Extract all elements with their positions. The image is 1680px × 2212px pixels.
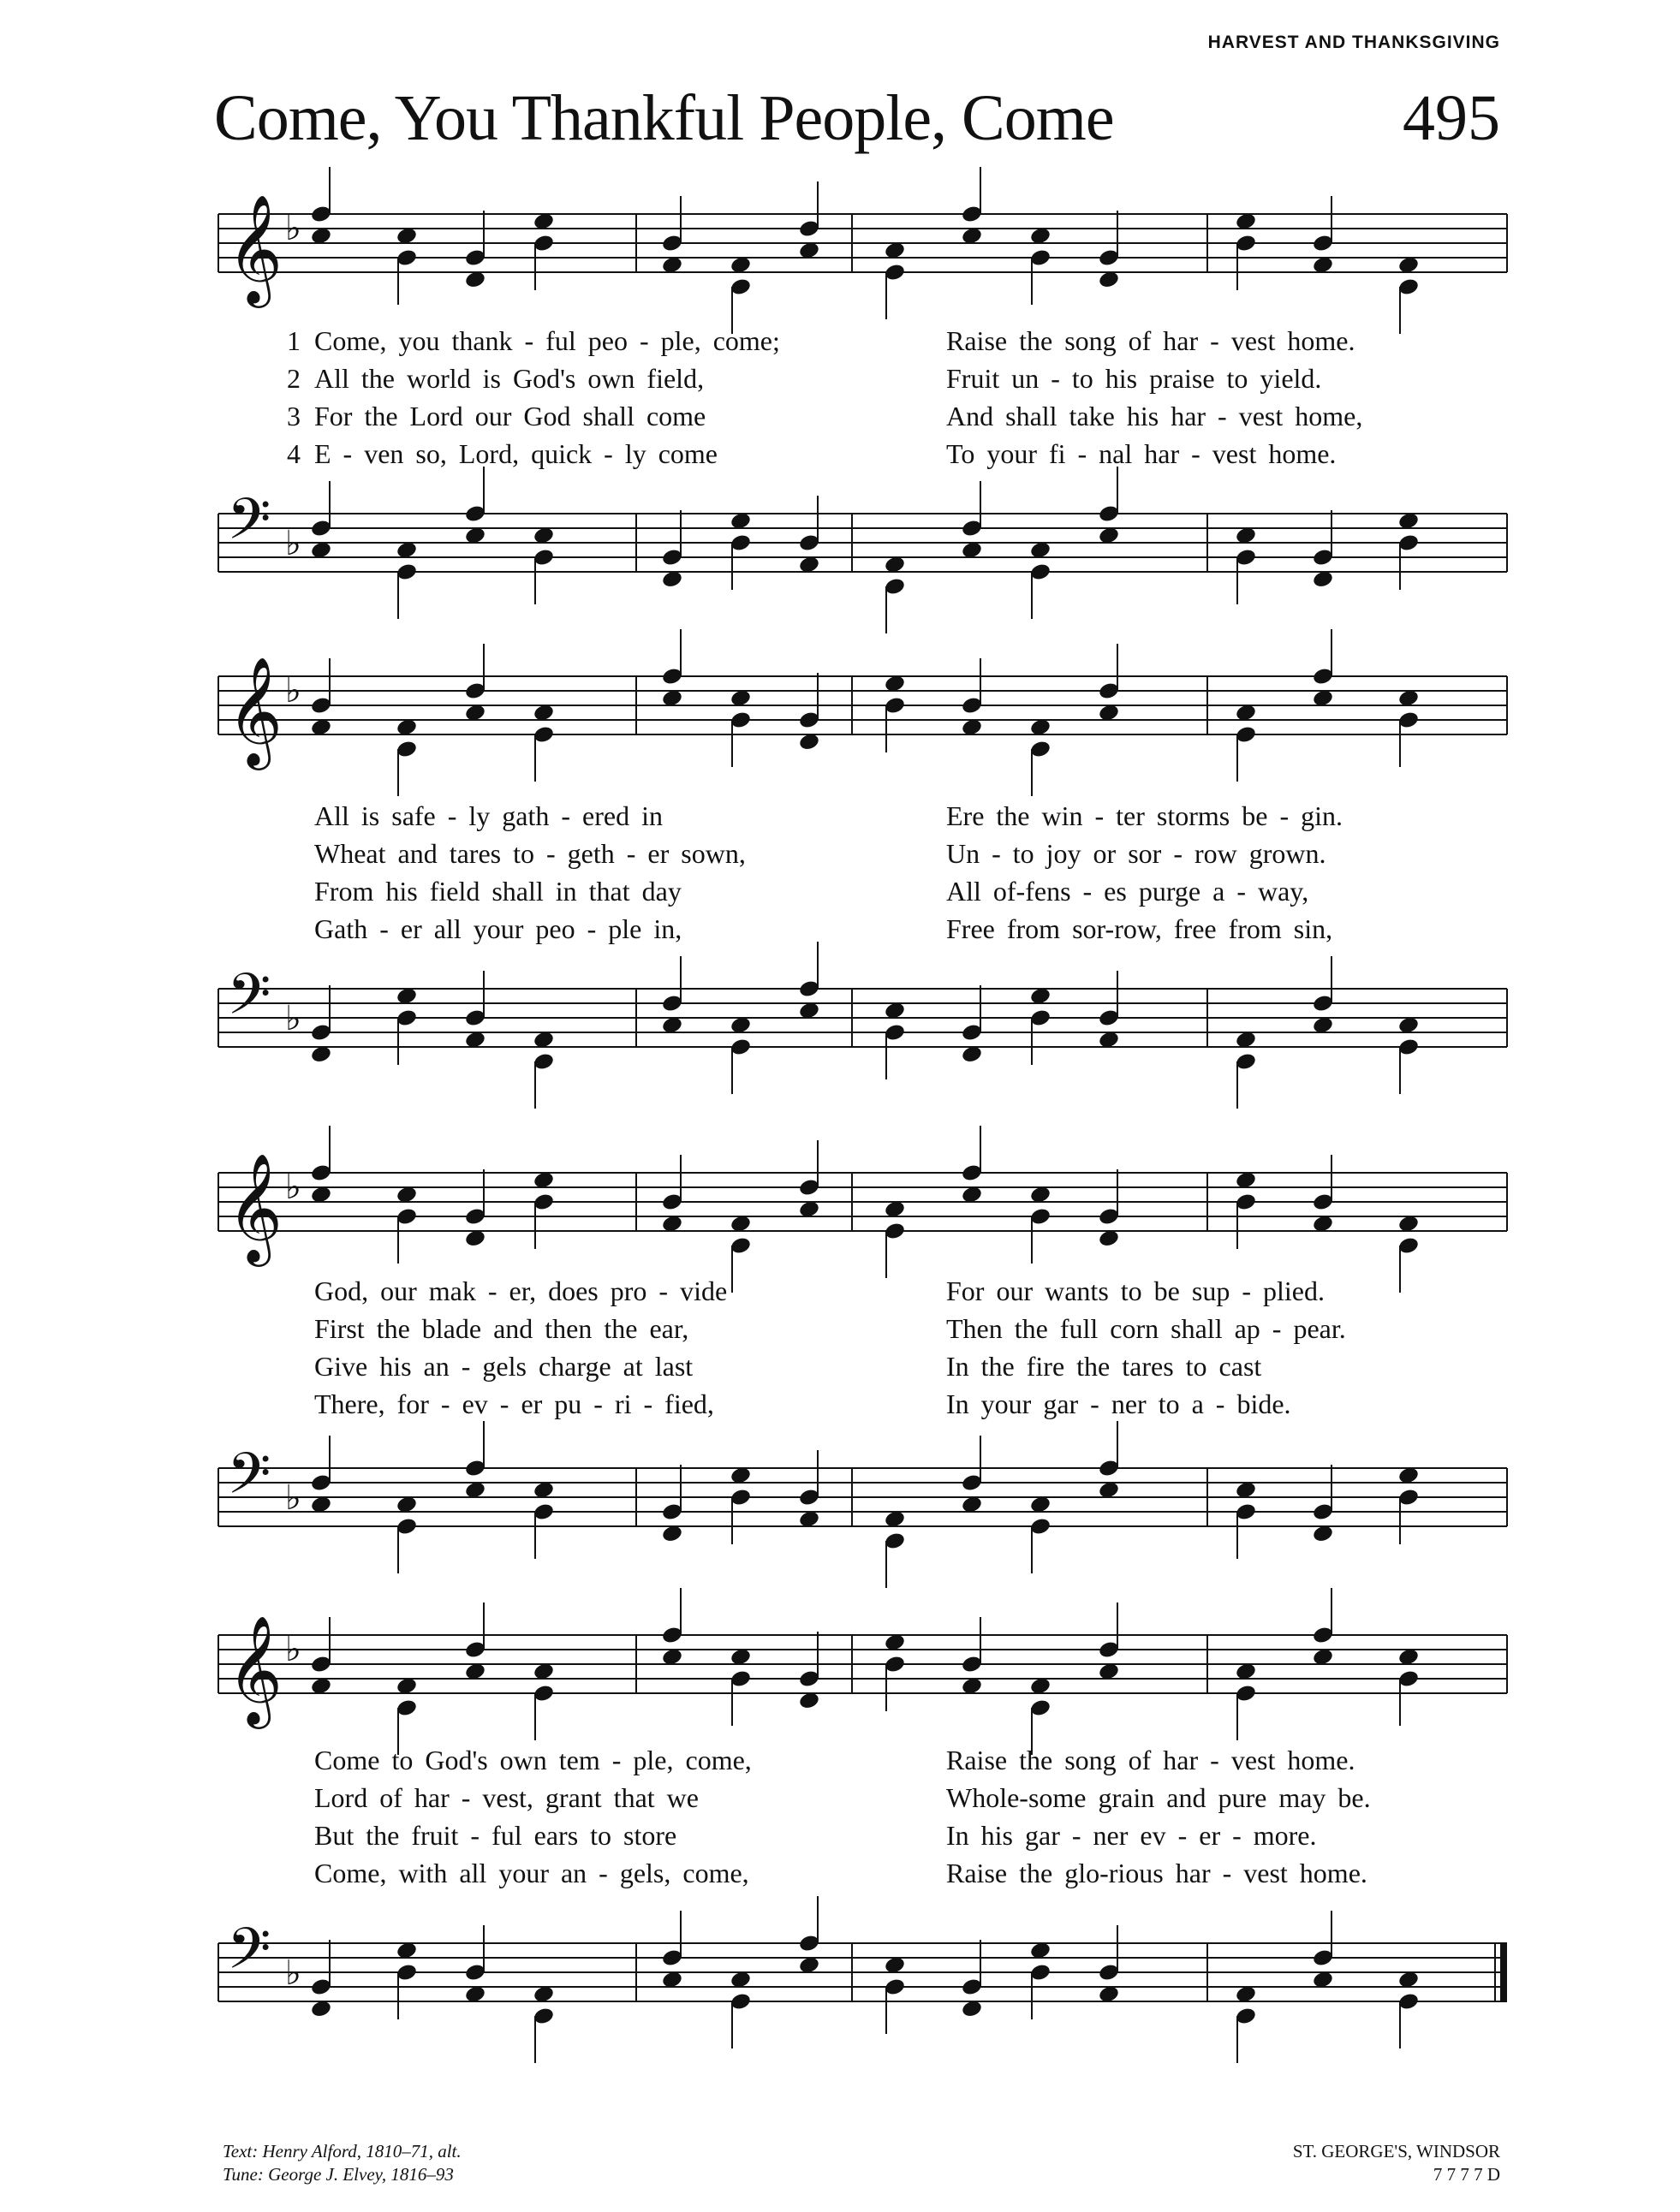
verse-line-1	[218, 325, 1507, 363]
treble-staff	[218, 651, 1507, 805]
verse-number: 2	[287, 363, 301, 394]
verse-line-4	[218, 1388, 1507, 1426]
lyric-second-half: Un - to joy or sor - row grown.	[946, 838, 1326, 869]
meter: 7 7 7 7 D	[1433, 2164, 1500, 2185]
lyric-first-half: But the fruit - ful ears to store	[314, 1820, 677, 1851]
svg-text:𝄢: 𝄢	[227, 486, 271, 566]
lyric-first-half: First the blade and then the ear,	[314, 1313, 689, 1344]
bass-staff	[218, 1442, 1507, 1597]
hymn-title: Come, You Thankful People, Come	[214, 82, 1114, 154]
lyric-first-half: For the Lord our God shall come	[314, 401, 706, 431]
lyric-second-half: In the fire the tares to cast	[946, 1351, 1262, 1382]
lyric-first-half: Come to God's own tem - ple, come,	[314, 1745, 752, 1775]
svg-text:𝄞: 𝄞	[227, 193, 283, 303]
verse-line-2	[218, 1782, 1507, 1820]
lyric-second-half: Free from sor-row, free from sin,	[946, 913, 1333, 944]
treble-staff	[218, 188, 1507, 342]
svg-text:𝄞: 𝄞	[227, 1614, 283, 1724]
lyric-first-half: Gath - er all your peo - ple in,	[314, 913, 682, 944]
verse-line-4	[218, 1858, 1507, 1895]
svg-text:♭: ♭	[285, 1478, 301, 1518]
lyric-second-half: To your fi - nal har - vest home.	[946, 438, 1337, 469]
verse-line-3	[218, 401, 1507, 438]
bass-staff	[218, 963, 1507, 1117]
lyric-second-half: Fruit un - to his praise to yield.	[946, 363, 1322, 394]
text-credit: Text: Henry Alford, 1810–71, alt.	[223, 2141, 462, 2161]
lyric-second-half: All of-fens - es purge a - way,	[946, 876, 1309, 907]
verse-line-2	[218, 363, 1507, 401]
lyric-first-half: God, our mak - er, does pro - vide	[314, 1275, 728, 1306]
lyric-first-half: Give his an - gels charge at last	[314, 1351, 694, 1382]
verse-line-3	[218, 1820, 1507, 1858]
svg-text:♭: ♭	[285, 209, 301, 248]
lyric-first-half: Come, you thank - ful peo - ple, come;	[314, 325, 780, 356]
verse-line-3	[218, 1351, 1507, 1388]
lyric-first-half: Wheat and tares to - geth - er sown,	[314, 838, 746, 869]
svg-text:♭: ♭	[285, 1953, 301, 1993]
svg-text:𝄞: 𝄞	[227, 1152, 283, 1262]
tune-name: ST. GEORGE'S, WINDSOR	[1292, 2141, 1500, 2161]
bass-staff	[218, 1918, 1507, 2072]
lyric-first-half: There, for - ev - er pu - ri - fied,	[314, 1388, 714, 1419]
lyric-second-half: And shall take his har - vest home,	[946, 401, 1363, 431]
lyric-second-half: Then the full corn shall ap - pear.	[946, 1313, 1346, 1344]
lyric-first-half: All is safe - ly gath - ered in	[314, 800, 663, 831]
svg-text:♭: ♭	[285, 999, 301, 1038]
lyric-second-half: For our wants to be sup - plied.	[946, 1275, 1325, 1306]
verse-number: 3	[287, 401, 301, 431]
svg-text:♭: ♭	[285, 1630, 301, 1669]
svg-text:♭: ♭	[285, 524, 301, 563]
section-label: HARVEST AND THANKSGIVING	[1207, 33, 1500, 52]
svg-text:𝄢: 𝄢	[227, 961, 271, 1041]
lyric-first-half: Come, with all your an - gels, come,	[314, 1858, 749, 1888]
verse-line-1	[218, 1745, 1507, 1782]
lyric-first-half: Lord of har - vest, grant that we	[314, 1782, 699, 1813]
lyric-second-half: Raise the song of har - vest home.	[946, 1745, 1355, 1775]
verse-line-4	[218, 438, 1507, 476]
tune-credit: Tune: George J. Elvey, 1816–93	[223, 2164, 454, 2185]
verse-line-1	[218, 800, 1507, 838]
verse-number: 4	[287, 438, 301, 469]
lyric-second-half: Whole-some grain and pure may be.	[946, 1782, 1371, 1813]
tune-info	[1293, 2140, 1500, 2186]
verse-line-1	[218, 1275, 1507, 1313]
verse-number: 1	[287, 325, 301, 356]
verse-line-4	[218, 913, 1507, 951]
lyric-first-half: From his field shall in that day	[314, 876, 682, 907]
treble-staff	[218, 1609, 1507, 1763]
verse-line-3	[218, 876, 1507, 913]
lyric-first-half: All the world is God's own field,	[314, 363, 705, 394]
lyric-second-half: In your gar - ner to a - bide.	[946, 1388, 1291, 1419]
lyric-second-half: Raise the song of har - vest home.	[946, 325, 1355, 356]
svg-text:𝄢: 𝄢	[227, 1916, 271, 1995]
verse-line-2	[218, 838, 1507, 876]
lyric-first-half: E - ven so, Lord, quick - ly come	[314, 438, 718, 469]
verse-line-2	[218, 1313, 1507, 1351]
hymn-number: 495	[1403, 82, 1500, 154]
credits	[223, 2140, 462, 2186]
svg-text:𝄢: 𝄢	[227, 1441, 271, 1520]
svg-text:♭: ♭	[285, 671, 301, 711]
lyric-second-half: Ere the win - ter storms be - gin.	[946, 800, 1343, 831]
svg-text:𝄞: 𝄞	[227, 656, 283, 765]
lyric-second-half: In his gar - ner ev - er - more.	[946, 1820, 1317, 1851]
lyric-second-half: Raise the glo-rious har - vest home.	[946, 1858, 1367, 1888]
svg-text:♭: ♭	[285, 1168, 301, 1207]
bass-staff	[218, 488, 1507, 642]
